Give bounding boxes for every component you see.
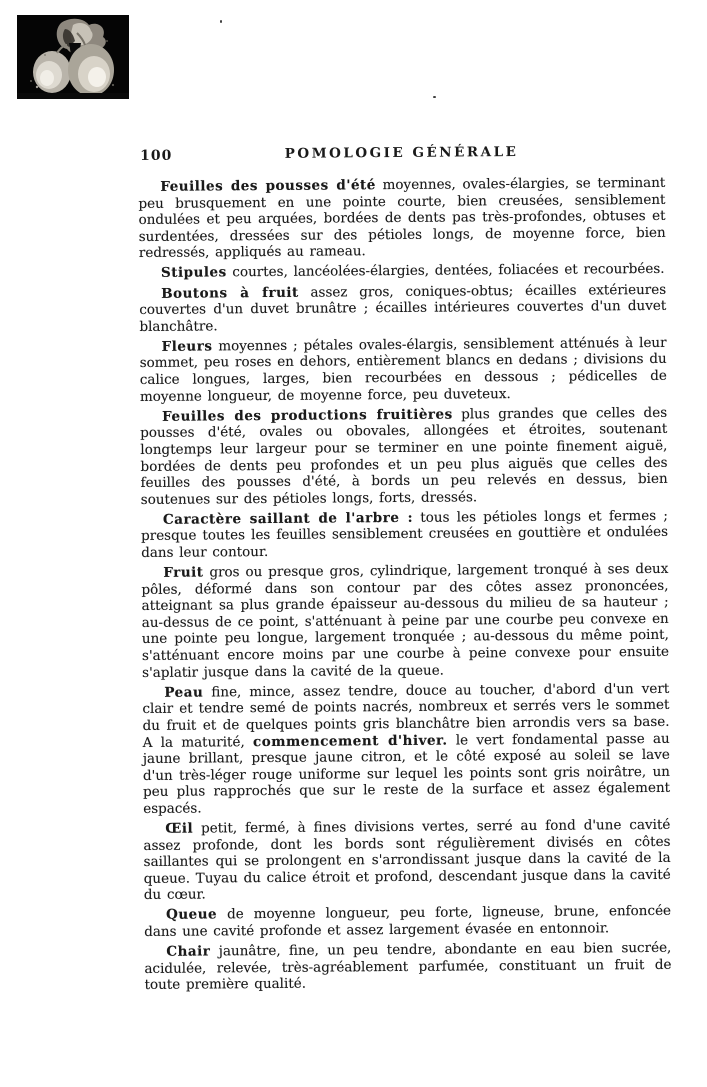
- page-title: POMOLOGIE GÉNÉRALE: [284, 144, 519, 162]
- book-page: [138, 142, 672, 998]
- page-header: [138, 142, 665, 166]
- paragraph-oeil: [143, 817, 671, 904]
- fruit-photo-image: [17, 15, 129, 99]
- paragraph-feuilles-productions-fruitieres: [140, 405, 668, 509]
- paragraph-lead: Boutons à fruit: [161, 284, 299, 302]
- paragraph-body-continued: le vert fondamental passe au jaune brillant, presque jaune citron, et le côté exposé au soleil se lave d'un très-léger rouge uniforme sur lequel les points sont gris noirâtre, un peu plus rapprochés que sur le reste de la surface et assez également espacés.: [142, 730, 671, 817]
- maturity-season-bold: commencement d'hiver.: [252, 732, 448, 750]
- paragraph-body: fine, mince, assez tendre, douce au toucher, d'abord d'un vert clair et tendre semé de points nacrés, nombreux et serrés vers le sommet du fruit et de quelques points gris blanchâtre bien arrondis vers sa base. A la maturité,: [142, 680, 670, 751]
- paragraph-body: gros ou presque gros, cylindrique, largement tronqué à ses deux pôles, déformé dans son contour par des côtes assez prononcées, atteignant sa plus grande épaisseur au-dessous du milieu de sa hauteur ; au-dessus de ce point, s'atténuant à peine par une courbe peu convexe en une pointe peu longue, largement tronquée ; au-dessous du même point, s'atténuant encore moins par une courbe à peine convexe pour ensuite s'aplatir jusque dans la cavité de la queue.: [141, 560, 670, 681]
- paragraph-lead: Fleurs: [161, 338, 213, 355]
- paragraph-lead: Caractère saillant de l'arbre :: [162, 509, 414, 528]
- paragraph-body: moyennes, ovales-élargies, se terminant peu brusquement en une pointe courte, bien creusées, sensiblement ondulées et peu arquées, bordées de dents pas très-profondes, obtuses et surdentées, dressées sur des pétioles longs, de moyenne force, bien redressés, appliqués au rameau.: [138, 174, 666, 262]
- paragraph-lead: Peau: [164, 684, 204, 701]
- paragraph-peau: [142, 681, 670, 818]
- fruit-specimen-photo: [17, 15, 129, 99]
- paragraph-body: assez gros, coniques-obtus; écailles extérieures couvertes d'un duvet brunâtre ; écailles intérieures couvertes d'un duvet blanchâtre.: [139, 281, 667, 335]
- paragraph-body: courtes, lancéolées-élargies, dentées, foliacées et recourbées.: [226, 261, 665, 281]
- paragraph-body: plus grandes que celles des pousses d'été, ovales ou obovales, allongées et étroites, soutenant longtemps leur largeur pour se terminer en une pointe finement aiguë, bordées de dents peu profondes et un peu plus aiguës que celles des feuilles des pousses d'été, à bords un peu relevés en dessus, bien soutenues sur des pétioles longs, forts, dressés.: [140, 404, 668, 508]
- paragraph-lead: Feuilles des productions fruitières: [162, 406, 453, 425]
- paragraph-fleurs: [140, 335, 668, 406]
- paragraph-lead: Chair: [166, 943, 211, 960]
- scan-speck: [220, 20, 222, 23]
- paragraph-caractere-saillant: [141, 508, 668, 562]
- paragraph-stipules: [139, 261, 666, 282]
- paragraph-body: tous les pétioles longs et fermes ; presque toutes les feuilles sensiblement creusées en gouttière et ondulées dans leur contour.: [141, 507, 669, 561]
- paragraph-boutons-a-fruit: [139, 281, 666, 335]
- page-number: 100: [140, 147, 173, 164]
- paragraph-lead: Queue: [165, 906, 218, 924]
- paragraph-body: jaunâtre, fine, un peu tendre, abondante en eau bien sucrée, acidulée, relevée, très-agréablement parfumée, constituant un fruit de toute première qualité.: [144, 939, 672, 994]
- paragraph-body: moyennes ; pétales ovales-élargis, sensiblement atténués à leur sommet, peu roses en dehors, entièrement blancs en dedans ; divisions du calice longues, larges, bien recourbées en dessous ; pédicelles de moyenne longueur, de moyenne force, peu duveteux.: [139, 334, 667, 405]
- scan-speck: [433, 96, 436, 98]
- paragraph-lead: Stipules: [160, 264, 227, 282]
- paragraph-lead: Œil: [165, 820, 194, 837]
- paragraph-fruit: [141, 561, 669, 681]
- paragraph-queue: [144, 903, 671, 940]
- paragraph-body: petit, fermé, à fines divisions vertes, serré au fond d'une cavité assez profonde, dont les bords sont régulièrement divisés en côtes saillantes qui se prolongent en s'arrondissant jusque dans la cavité de la queue. Tuyau du calice étroit et profond, descendant jusque dans la cavité du cœur.: [143, 816, 671, 904]
- paragraph-chair: [144, 940, 671, 994]
- paragraph-lead: Fruit: [163, 564, 204, 581]
- paragraph-body: de moyenne longueur, peu forte, ligneuse, brune, enfoncée dans une cavité profonde et assez largement évasée en entonnoir.: [144, 903, 672, 941]
- paragraph-lead: Feuilles des pousses d'été: [160, 177, 376, 195]
- paragraph-feuilles-pousses-ete: [138, 175, 666, 262]
